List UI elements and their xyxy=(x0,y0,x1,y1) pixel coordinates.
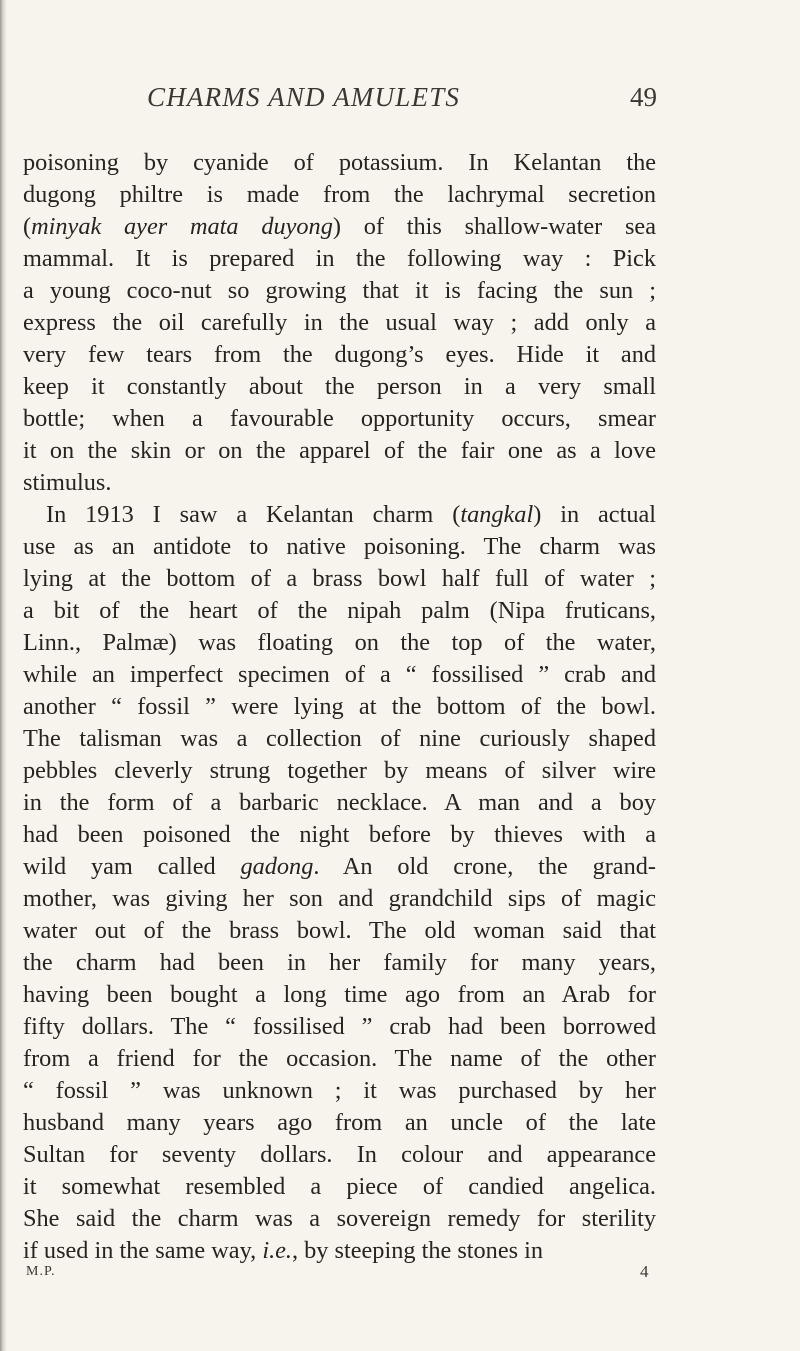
text-line xyxy=(23,275,656,307)
text-run: if used in the same way, xyxy=(23,1237,263,1264)
text-line xyxy=(23,819,656,851)
text-line xyxy=(23,659,656,691)
text-run: ) in actual xyxy=(533,501,656,528)
text-line xyxy=(23,627,656,659)
text-run: having been bought a long time ago from an Arab for xyxy=(23,981,656,1008)
text-line xyxy=(23,179,656,211)
text-run: ) of this shallow-water sea xyxy=(332,213,656,240)
text-run: express the oil carefully in the usual way ; add only a xyxy=(23,309,656,336)
text-line xyxy=(23,147,656,179)
text-run: stimulus. xyxy=(23,469,112,496)
text-run: Sultan for seventy dollars. In colour and appearance xyxy=(23,1141,656,1168)
text-run: husband many years ago from an uncle of the late xyxy=(23,1109,656,1136)
text-line xyxy=(23,467,656,499)
text-run: . An old crone, the grand- xyxy=(313,853,656,880)
text-run: very few tears from the dugong’s eyes. Hide it and xyxy=(23,341,656,368)
text-line xyxy=(23,691,656,723)
text-run: keep it constantly about the person in a very small xyxy=(23,373,656,400)
italic-term: minyak ayer mata duyong xyxy=(31,213,333,240)
text-line xyxy=(23,947,656,979)
text-line xyxy=(23,1235,656,1267)
text-line xyxy=(23,883,656,915)
page-binding-edge xyxy=(0,0,7,1351)
text-run: , by steeping the stones in xyxy=(292,1237,544,1264)
text-run: mother, was giving her son and grandchild sips of magic xyxy=(23,885,656,912)
body-text xyxy=(23,147,656,1267)
text-line xyxy=(23,499,656,531)
text-line xyxy=(23,851,656,883)
text-run: wild yam called xyxy=(23,853,241,880)
text-run: a young coco-nut so growing that it is facing the sun ; xyxy=(23,277,656,304)
text-run: while an imperfect specimen of a “ fossilised ” crab and xyxy=(23,661,656,688)
signature-mark: M.P. xyxy=(26,1264,56,1279)
text-run: had been poisoned the night before by thieves with a xyxy=(23,821,656,848)
italic-term: i.e. xyxy=(262,1237,292,1264)
running-title: CHARMS AND AMULETS xyxy=(147,82,461,112)
text-run: water out of the brass bowl. The old woman said that xyxy=(23,917,656,944)
text-run: pebbles cleverly strung together by means of silver wire xyxy=(23,757,656,784)
italic-term: gadong xyxy=(240,853,314,880)
text-line xyxy=(23,1139,656,1171)
text-run: another “ fossil ” were lying at the bottom of the bowl. xyxy=(23,693,656,720)
text-line xyxy=(23,1075,656,1107)
text-run: mammal. It is prepared in the following way : Pick xyxy=(23,245,656,272)
text-line xyxy=(23,1107,656,1139)
running-header xyxy=(0,82,800,122)
text-run: lying at the bottom of a brass bowl half full of water ; xyxy=(23,565,656,592)
sheet-number: 4 xyxy=(640,1262,649,1281)
text-run: bottle; when a favourable opportunity occurs, smear xyxy=(23,405,656,432)
text-line xyxy=(23,211,656,243)
text-run: “ fossil ” was unknown ; it was purchased by her xyxy=(23,1077,656,1104)
text-line xyxy=(23,435,656,467)
page-number: 49 xyxy=(630,82,657,112)
text-run: Linn., Palmæ) was floating on the top of the water, xyxy=(23,629,656,656)
text-run: the charm had been in her family for many years, xyxy=(23,949,656,976)
text-run: poisoning by cyanide of potassium. In Kelantan the xyxy=(23,149,656,176)
text-line xyxy=(23,531,656,563)
text-line xyxy=(23,1203,656,1235)
text-line xyxy=(23,1011,656,1043)
text-run: The talisman was a collection of nine curiously shaped xyxy=(23,725,656,752)
text-run: it somewhat resembled a piece of candied angelica. xyxy=(23,1173,656,1200)
text-line xyxy=(23,339,656,371)
text-line xyxy=(23,723,656,755)
text-line xyxy=(23,243,656,275)
text-line xyxy=(23,979,656,1011)
text-line xyxy=(23,755,656,787)
text-run: from a friend for the occasion. The name of the other xyxy=(23,1045,656,1072)
text-run: dugong philtre is made from the lachrymal secretion xyxy=(23,181,656,208)
text-line xyxy=(23,1043,656,1075)
text-run: a bit of the heart of the nipah palm (Nipa fruticans, xyxy=(23,597,656,624)
text-line xyxy=(23,371,656,403)
text-run: In 1913 I saw a Kelantan charm ( xyxy=(46,501,461,528)
text-run: She said the charm was a sovereign remedy for sterility xyxy=(23,1205,656,1232)
text-line xyxy=(23,307,656,339)
text-line xyxy=(23,915,656,947)
text-line xyxy=(23,595,656,627)
text-run: in the form of a barbaric necklace. A man and a boy xyxy=(23,789,656,816)
text-run: ( xyxy=(23,213,32,240)
text-run: it on the skin or on the apparel of the fair one as a love xyxy=(23,437,656,464)
italic-term: tangkal xyxy=(460,501,534,528)
text-line xyxy=(23,787,656,819)
text-run: use as an antidote to native poisoning. The charm was xyxy=(23,533,656,560)
text-line xyxy=(23,1171,656,1203)
text-line xyxy=(23,403,656,435)
text-run: fifty dollars. The “ fossilised ” crab had been borrowed xyxy=(23,1013,656,1040)
text-line xyxy=(23,563,656,595)
